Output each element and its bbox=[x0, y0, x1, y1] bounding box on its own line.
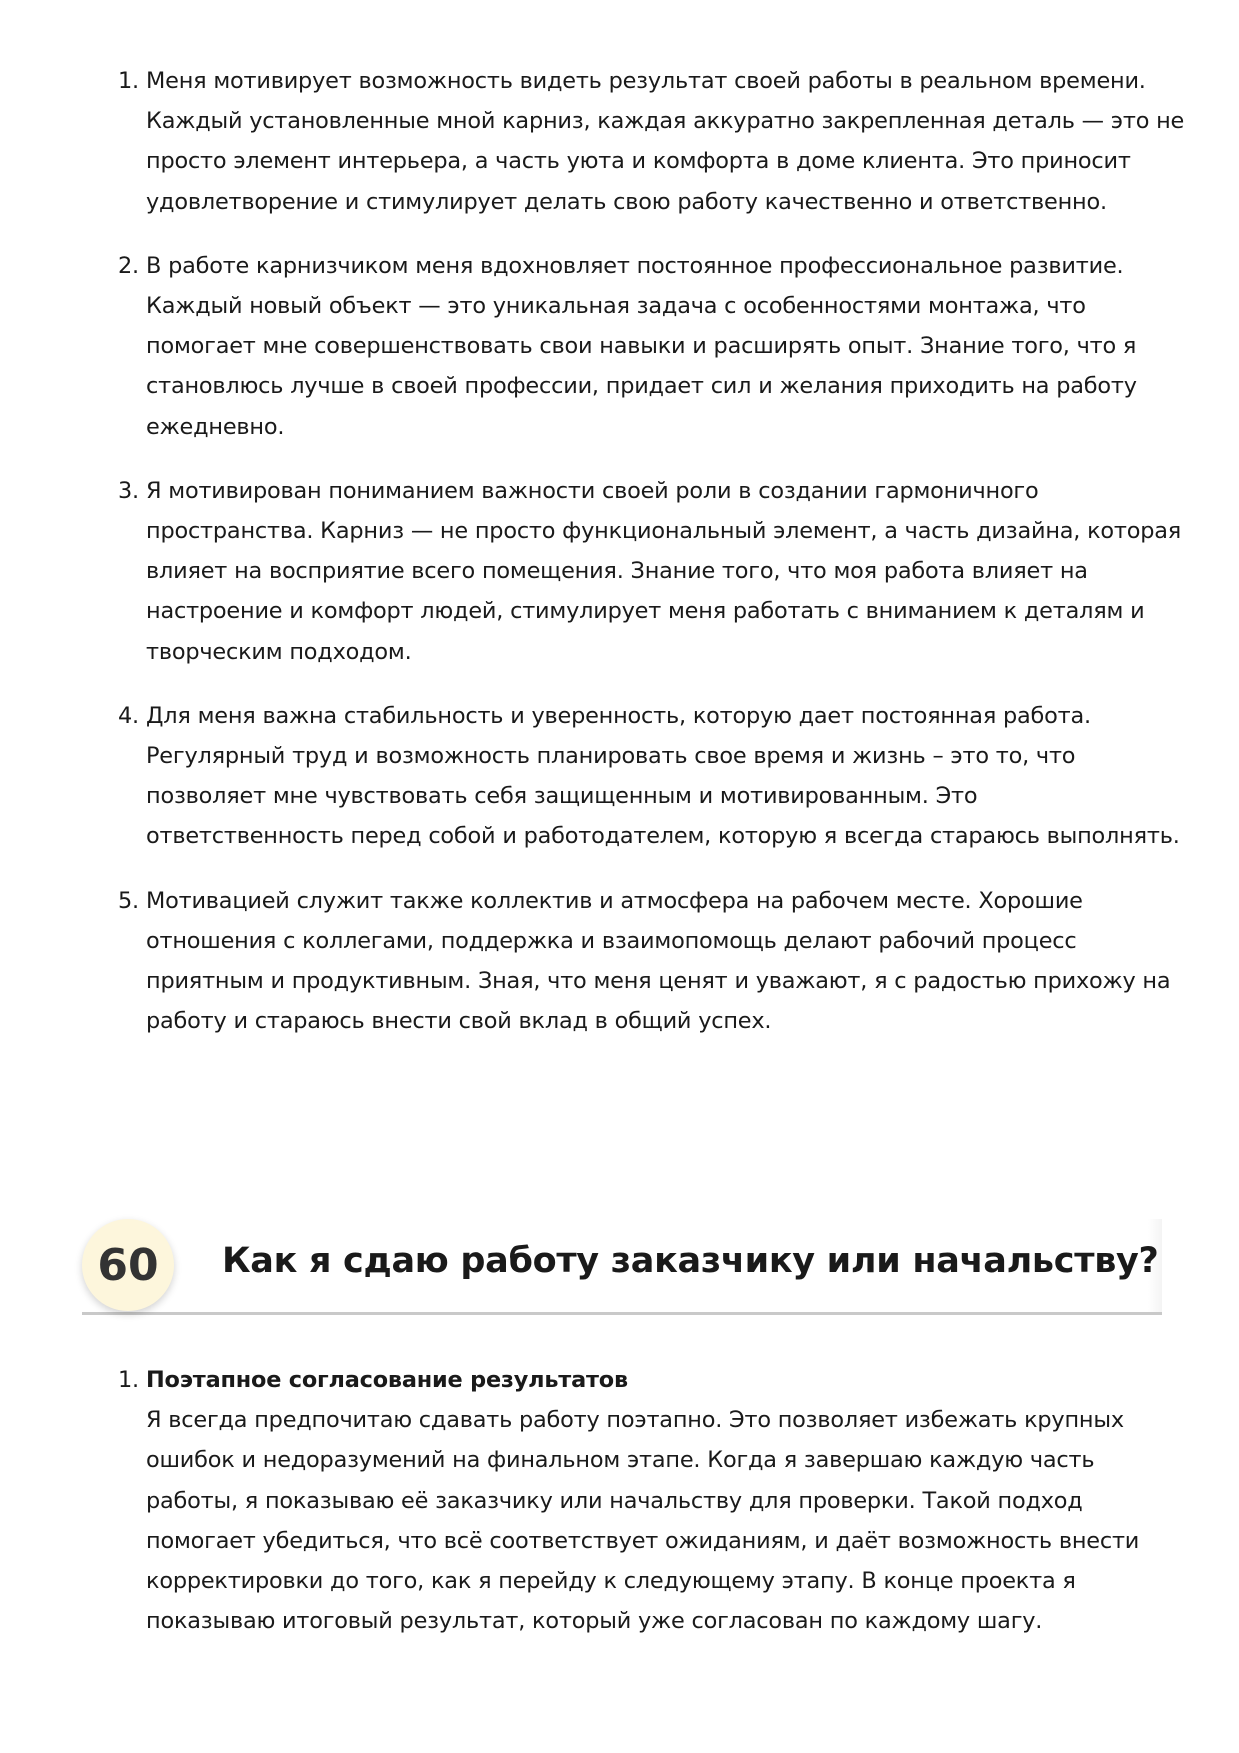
text-line: корректировки до того, как я перейду к следующему этапу. В конце проекта я bbox=[146, 1568, 1076, 1595]
list-item-number: 2. bbox=[118, 252, 139, 279]
text-line: становлюсь лучше в своей профессии, придает сил и желания приходить на работу bbox=[146, 373, 1137, 400]
list-item bbox=[118, 61, 1185, 222]
list-item-number: 4. bbox=[118, 702, 139, 729]
text-line: Я мотивирован пониманием важности своей роли в создании гармоничного bbox=[146, 477, 1039, 504]
section-number-badge: 60 bbox=[82, 1219, 174, 1311]
text-line: влияет на восприятие всего помещения. Знание того, что моя работа влияет на bbox=[146, 558, 1088, 585]
text-line: Каждый установленные мной карниз, каждая аккуратно закрепленная деталь — это не bbox=[146, 108, 1185, 135]
text-line: В работе карнизчиком меня вдохновляет постоянное профессиональное развитие. bbox=[146, 252, 1124, 279]
list-item-heading: Поэтапное согласование результатов bbox=[146, 1367, 628, 1393]
motivation-list bbox=[118, 61, 1185, 1065]
list-item-text bbox=[146, 246, 1168, 447]
text-line: удовлетворение и стимулирует делать свою работу качественно и ответственно. bbox=[146, 188, 1107, 215]
list-item bbox=[118, 881, 1171, 1042]
text-line: отношения с коллегами, поддержка и взаимопомощь делают рабочий процесс bbox=[146, 927, 1077, 954]
text-line: Регулярный труд и возможность планировать свое время и жизнь – это то, что bbox=[146, 743, 1076, 770]
text-line: ежедневно. bbox=[146, 413, 285, 440]
list-item bbox=[118, 471, 1182, 672]
list-item bbox=[118, 246, 1168, 447]
section-header bbox=[82, 1219, 1162, 1315]
text-line: показываю итоговый результат, который уже согласован по каждому шагу. bbox=[146, 1608, 1043, 1635]
list-item-number: 5. bbox=[118, 887, 139, 914]
text-line: ошибок и недоразумений на финальном этапе. Когда я завершаю каждую часть bbox=[146, 1447, 1095, 1474]
section-title: Как я сдаю работу заказчику или начальству? bbox=[222, 1241, 1159, 1281]
text-line: Я всегда предпочитаю сдавать работу поэтапно. Это позволяет избежать крупных bbox=[146, 1407, 1124, 1434]
text-line: помогает убедиться, что всё соответствует ожиданиям, и даёт возможность внести bbox=[146, 1527, 1140, 1554]
text-line: Для меня важна стабильность и уверенность, которую дает постоянная работа. bbox=[146, 702, 1091, 729]
handover-list bbox=[118, 1360, 1168, 1665]
text-line: приятным и продуктивным. Зная, что меня ценят и уважают, я с радостью прихожу на bbox=[146, 968, 1171, 995]
text-line: ответственность перед собой и работодателем, которую я всегда стараюсь выполнять. bbox=[146, 823, 1180, 850]
text-line: работу и стараюсь внести свой вклад в общий успех. bbox=[146, 1008, 772, 1035]
list-item-number: 3. bbox=[118, 477, 139, 504]
text-line: пространства. Карниз — не просто функциональный элемент, а часть дизайна, которая bbox=[146, 518, 1182, 545]
list-item-text bbox=[146, 881, 1171, 1042]
section-divider bbox=[82, 1312, 1162, 1315]
list-item bbox=[118, 696, 1180, 857]
list-item-text bbox=[146, 696, 1180, 857]
list-item-number: 1. bbox=[118, 1367, 139, 1393]
text-line: творческим подходом. bbox=[146, 638, 412, 665]
text-line: Мотивацией служит также коллектив и атмосфера на рабочем месте. Хорошие bbox=[146, 887, 1083, 914]
text-line: просто элемент интерьера, а часть уюта и комфорта в доме клиента. Это приносит bbox=[146, 148, 1131, 175]
list-item-text bbox=[146, 1360, 1168, 1641]
list-item-text bbox=[146, 61, 1185, 222]
list-item bbox=[118, 1360, 1168, 1641]
text-line: работы, я показываю её заказчику или начальству для проверки. Такой подход bbox=[146, 1487, 1083, 1514]
text-line: позволяет мне чувствовать себя защищенным и мотивированным. Это bbox=[146, 783, 978, 810]
text-line: помогает мне совершенствовать свои навыки и расширять опыт. Знание того, что я bbox=[146, 333, 1137, 360]
list-item-number: 1. bbox=[118, 68, 139, 94]
text-line: настроение и комфорт людей, стимулирует меня работать с вниманием к деталям и bbox=[146, 598, 1145, 625]
text-line: Каждый новый объект — это уникальная задача с особенностями монтажа, что bbox=[146, 293, 1086, 320]
text-line: Меня мотивирует возможность видеть результат своей работы в реальном времени. bbox=[146, 68, 1146, 94]
list-item-text bbox=[146, 471, 1182, 672]
